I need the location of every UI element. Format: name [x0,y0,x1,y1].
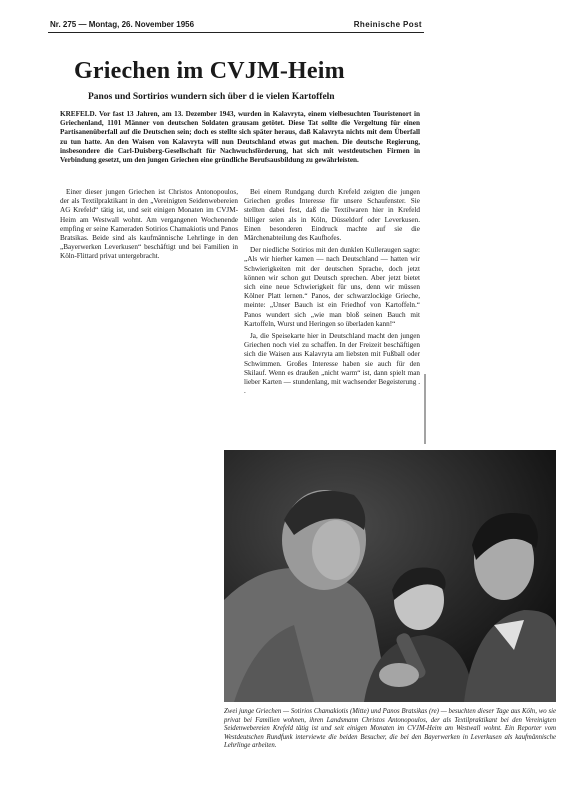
issue-date: Nr. 275 — Montag, 26. November 1956 [50,20,195,29]
col2-paragraph: Ja, die Speisekarte hier in Deutschland macht den jungen Griechen noch viel zu schaffen. In der Freizeit beschäftigen sich die Waisen aus Kalavryta am liebsten mit Fußball oder Schwimmen. Großes Interesse haben sie auch für den Skilauf. Wenn es draußen „nicht warm“ ist, dann spielt man lieber Karten — stundenlang, mit wachsender Begeisterung . . [244,332,420,396]
news-photo [224,450,556,702]
col1-paragraph: Einer dieser jungen Griechen ist Christos Antonopoulos, der als Textilpraktikant in den „Vereinigten Seidenwebereien AG Krefeld“ tätig ist, und seit einigen Monaten im CVJM-Heim am Westwall wohnt. Am vergangenen Wochenende empfing er seine Kameraden Sotirios Chamakiotis und Panos Bratsikas. Beide sind als kaufmännische Lehrlinge in den „Bayerwerken Leverkusen“ beschäftigt und bei Familien in Köln-Flittard privat untergebracht. [60,188,238,261]
photo-caption: Zwei junge Griechen — Sotirios Chamakiotis (Mitte) und Panos Bratsikas (re) — besuchten dieser Tage aus Köln, wo sie privat bei Familien wohnen, ihren Landsmann Christos Antonopoulos, der als Textilpraktikant bei den Vereinigten Seidenwebereien Krefeld tätig ist und seit einigen Monaten im CVJM-Heim am Westwall wohnt. Ein Reporter vom Westdeutschen Rundfunk interviewte die beiden Besucher, die bei den Bayerwerken in Leverkusen als kaufmännische Lehrlinge arbeiten. [224,708,556,750]
article-column-1 [60,188,238,266]
lead-paragraph: KREFELD. Vor fast 13 Jahren, am 13. Dezember 1943, wurden in Kalavryta, einem vielbesuchten Touristenort in Griechenland, 1101 Männer von deutschen Soldaten grausam getötet. Diese Tat sollte die Vergeltung für einen Partisanenüberfall auf die Deutschen sein; doch es stellte sich später heraus, daß Kalavryta nichts mit dem Überfall zu tun hatte. An den Waisen von Kalavryta will nun Deutschland etwas gut machen. Die deutsche Regierung, insbesondere die Carl-Duisberg-Gesellschaft für Nachwuchsförderung, hat sich mit westdeutschen Firmen in Verbindung gesetzt, um den jungen Griechen eine gründliche Berufsausbildung zu gewährleisten. [60,110,420,165]
article-column-2 [244,188,420,440]
col2-paragraph: Bei einem Rundgang durch Krefeld zeigten die jungen Griechen großes Interesse für unsere Schaufenster. Sie stellten dabei fest, daß die Textilwaren hier in Krefeld billiger seien als in Köln, Düsseldorf oder Leverkusen. Einen besonderen Eindruck machte auf sie die Märchenabteilung des Kaufhofes. [244,188,420,243]
column-rule [424,374,426,444]
headline: Griechen im CVJM-Heim [74,58,345,84]
masthead [48,18,424,33]
newspaper-name: Rheinische Post [353,20,422,29]
photo-three-young-men [224,450,556,702]
subheadline: Panos und Sortirios wundern sich über d ie vielen Kartoffeln [88,92,335,102]
newspaper-clipping [40,14,558,762]
col2-paragraph: Der niedliche Sotirios mit den dunklen Kulleraugen sagte: „Als wir hierher kamen — nach Deutschland — hatten wir Schwierigkeiten mit der deutschen Sprache, doch jetzt können wir schon gut Deutsch sprechen. Aber jetzt bietet sich eine neue Schwierigkeit für uns, denn wir müssen Kölner Platt lernen.“ Panos, der schwarzlockige Grieche, meinte: „Unser Bauch ist ein Friedhof von Kartoffeln.“ Panos wundert sich „wie man bloß seinen Bauch mit Kartoffeln, Wurst und Heringen so überladen kann!“ [244,246,420,328]
